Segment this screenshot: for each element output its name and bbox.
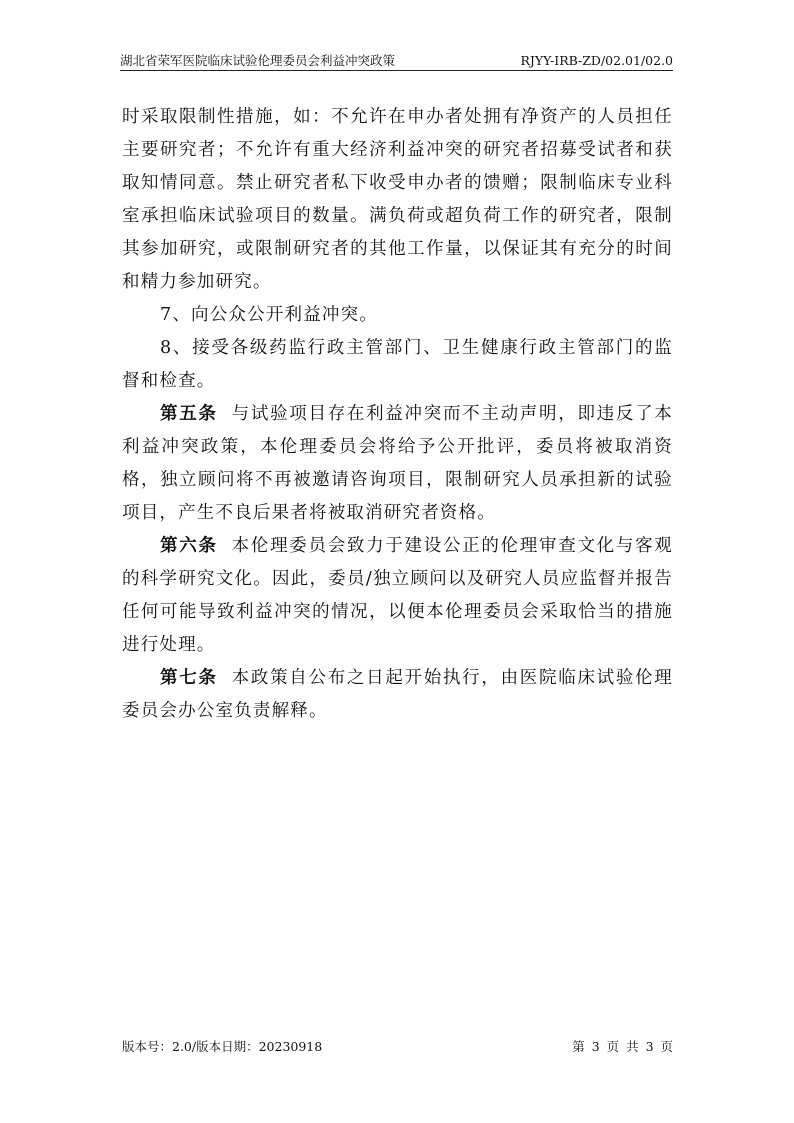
header-title: 湖北省荣军医院临床试验伦理委员会利益冲突政策 [120,53,396,68]
footer-version: 版本号：2.0/版本日期：20230918 [122,1039,323,1054]
footer-page-number: 第 3 页 共 3 页 [572,1039,673,1054]
article-7 [122,662,673,728]
paragraph-item-7: 7、向公众公开利益冲突。 [160,305,379,325]
article-7-text: 本政策自公布之日起开始执行，由医院临床试验伦理委员会办公室负责解释。 [122,668,673,721]
article-6-text: 本伦理委员会致力于建设公正的伦理审查文化与客观的科学研究文化。因此，委员/独立顾问以及研究人员应监督并报告任何可能导致利益冲突的情况，以便本伦理委员会采取恰当的措施进行处理。 [122,536,673,655]
article-6-label: 第六条 [160,536,218,556]
article-5 [122,398,673,530]
header-doc-code: RJYY-IRB-ZD/02.01/02.0 [520,53,673,68]
paragraph-item-8: 8、接受各级药监行政主管部门、卫生健康行政主管部门的监督和检查。 [122,338,673,391]
page-header [120,54,673,71]
paragraph-continued: 时采取限制性措施，如：不允许在申办者处拥有净资产的人员担任主要研究者；不允许有重大经济利益冲突的研究者招募受试者和获取知情同意。禁止研究者私下收受申办者的馈赠；限制临床专业科室承担临床试验项目的数量。满负荷或超负荷工作的研究者，限制其参加研究，或限制研究者的其他工作量，以保证其有充分的时间和精力参加研究。 [122,107,673,292]
article-5-text: 与试验项目存在利益冲突而不主动声明，即违反了本利益冲突政策，本伦理委员会将给予公开批评，委员将被取消资格，独立顾问将不再被邀请咨询项目，限制研究人员承担新的试验项目，产生不良后果者将被取消研究者资格。 [122,404,673,523]
document-body [122,101,673,728]
article-7-label: 第七条 [160,668,218,688]
article-5-label: 第五条 [160,404,218,424]
article-6 [122,530,673,662]
